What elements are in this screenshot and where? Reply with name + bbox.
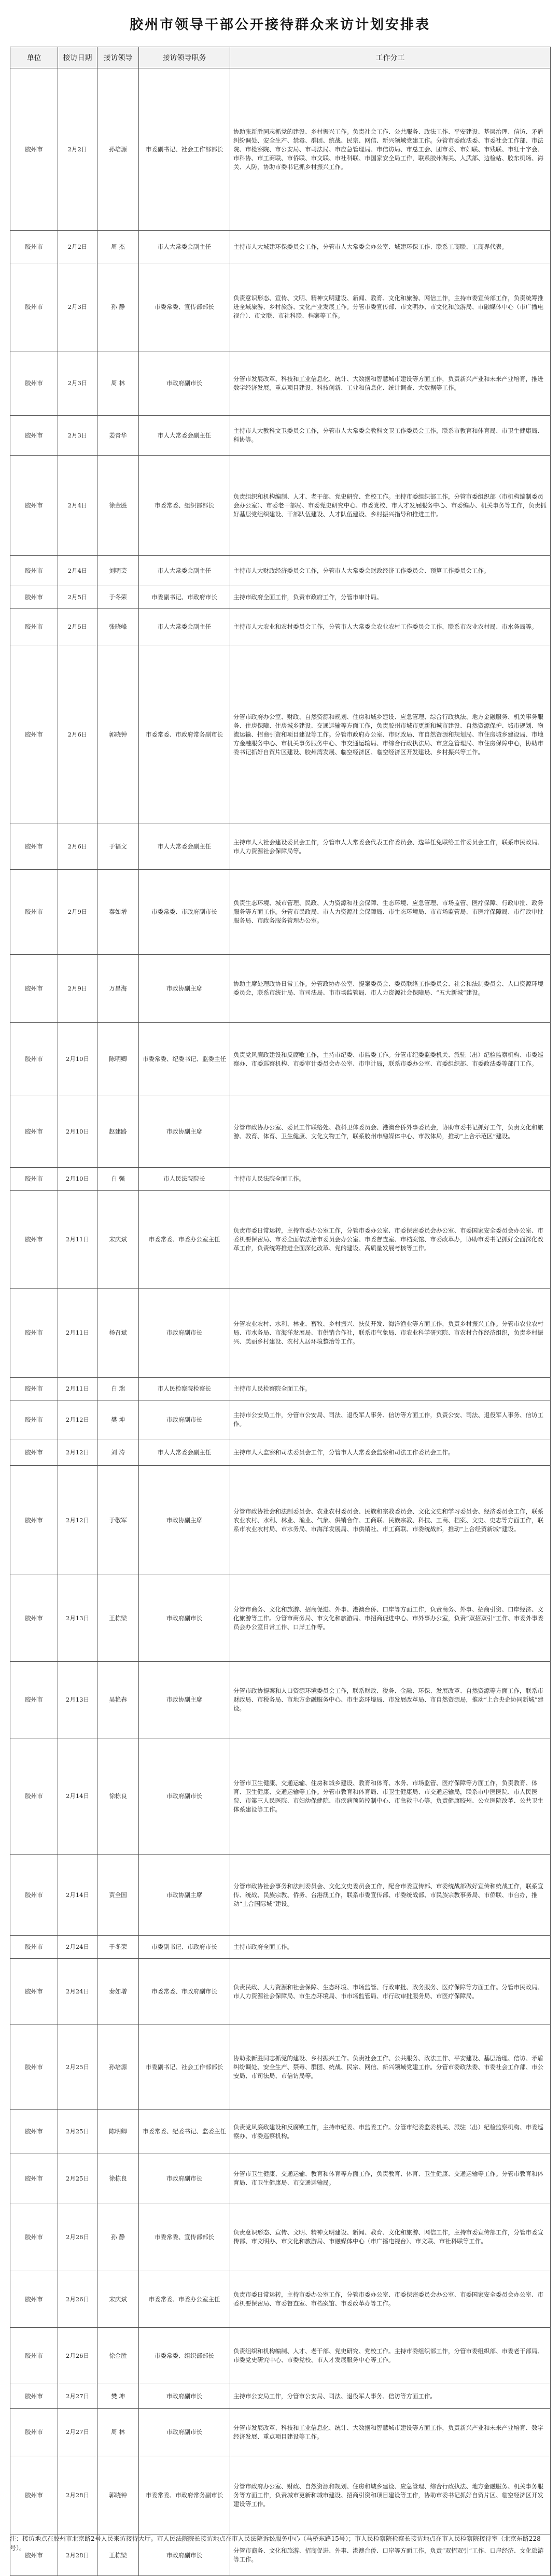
row-date: 2月14日 bbox=[58, 1855, 97, 1936]
row-date: 2月2日 bbox=[58, 231, 97, 263]
row-post: 市政府副市长 bbox=[139, 1400, 230, 1439]
table-row bbox=[10, 870, 551, 955]
row-unit: 胶州市 bbox=[10, 2154, 58, 2203]
row-leader: 秦如增 bbox=[97, 870, 139, 955]
row-date: 2月9日 bbox=[58, 955, 97, 1023]
table-row bbox=[10, 2271, 551, 2328]
row-leader: 于福文 bbox=[97, 824, 139, 870]
table-row bbox=[10, 1439, 551, 1466]
row-unit: 胶州市 bbox=[10, 586, 58, 609]
row-date: 2月13日 bbox=[58, 1662, 97, 1738]
row-date: 2月3日 bbox=[58, 416, 97, 456]
row-unit: 胶州市 bbox=[10, 1378, 58, 1400]
table-row bbox=[10, 609, 551, 645]
header-post: 接访领导职务 bbox=[139, 47, 230, 68]
row-unit: 胶州市 bbox=[10, 609, 58, 645]
row-post: 市委常委、组织部部长 bbox=[139, 456, 230, 556]
row-date: 2月13日 bbox=[58, 1575, 97, 1662]
row-date: 2月3日 bbox=[58, 351, 97, 416]
table-row bbox=[10, 2203, 551, 2271]
row-leader: 樊 坤 bbox=[97, 2384, 139, 2409]
row-unit: 胶州市 bbox=[10, 263, 58, 351]
row-duty: 主持市政府全面工作。 bbox=[230, 1936, 551, 1959]
row-post: 市委常委、纪委书记、监委主任 bbox=[139, 2110, 230, 2154]
row-date: 2月25日 bbox=[58, 2154, 97, 2203]
row-unit: 胶州市 bbox=[10, 1096, 58, 1168]
row-leader: 陈明卿 bbox=[97, 2110, 139, 2154]
row-post: 市政府副市长 bbox=[139, 2535, 230, 2576]
row-leader: 赵建路 bbox=[97, 1096, 139, 1168]
row-post: 市委常委、市委办公室主任 bbox=[139, 2271, 230, 2328]
row-duty: 分管市政协提案和人口资源环境委员会工作，联系财政、税务、金融、环保、发展改革、自然资源等方面工作，联系市财政局、市税务局、市地方金融服务中心、市生态环境局、市发展改革局、市自然资源局，推动“上合央企协同新城”建设。 bbox=[230, 1662, 551, 1738]
row-leader: 陈明卿 bbox=[97, 1023, 139, 1096]
row-date: 2月3日 bbox=[58, 263, 97, 351]
row-unit: 胶州市 bbox=[10, 1959, 58, 2025]
row-duty: 负责市委日常运转，主持市委办公室工作，分管市委办公室、市委保密委员会办公室、市委国家安全委员会办公室、市委机要保密局、市委全面依法治市委员会办公室、市委督查室、市档案馆、市委改革办，协助市委书记抓好全面深化改革工作，负责统筹推进全面深化改革、党的建设、高质量发展考核等工作。 bbox=[230, 1191, 551, 1289]
table-row bbox=[10, 645, 551, 824]
row-leader: 秦如增 bbox=[97, 1959, 139, 2025]
table-row bbox=[10, 1466, 551, 1575]
row-post: 市委常委、市委办公室主任 bbox=[139, 1191, 230, 1289]
row-date: 2月24日 bbox=[58, 1959, 97, 2025]
row-post: 市人大常委会副主任 bbox=[139, 231, 230, 263]
row-leader: 宋庆斌 bbox=[97, 1191, 139, 1289]
row-duty: 分管市政协办公室、委员工作联络处、教科卫体委员会、港澳台侨外事委员会，协助市委书记抓好工作，负责文化和旅游、教育、体育、卫生健康、文化文物工作，联系胶州市融媒体中心、市教体局，推动“上合示范区”建设。 bbox=[230, 1096, 551, 1168]
table-header-row bbox=[10, 47, 551, 68]
row-duty: 负责组织和机构编制、人才、老干部、党史研究、党校工作。主持市委组织部工作，分管市委组织部、市委老干部局、市委党史研究中心、市委党校、市人才发展服务中心等工作。 bbox=[230, 2328, 551, 2384]
row-duty: 分管市商务、文化和旅游、招商促进、外事、港澳台侨、口岸等方面工作，负责“双招双引”工作、口岸经济、文化旅游等工作。 bbox=[230, 2535, 551, 2576]
row-date: 2月28日 bbox=[58, 2456, 97, 2535]
row-post: 市政府副市长 bbox=[139, 1738, 230, 1855]
row-leader: 吴艳春 bbox=[97, 1662, 139, 1738]
row-post: 市人大常委会副主任 bbox=[139, 609, 230, 645]
row-duty: 主持市人民法院全面工作。 bbox=[230, 1168, 551, 1191]
row-leader: 周 林 bbox=[97, 351, 139, 416]
row-post: 市委副书记、市政府市长 bbox=[139, 586, 230, 609]
row-leader: 贾全国 bbox=[97, 1855, 139, 1936]
row-leader: 孙 静 bbox=[97, 2203, 139, 2271]
row-duty: 负责生态环境、城市管理、民政、人力资源和社会保障、生态环境、应急管理、市场监管、医疗保障、行政审批、政务服务等方面工作。分管市民政局、市人力资源社会保障局、市生态环境局、市市场监管局、市医疗保障局、市行政审批服务局、市政务服务管理办公室。 bbox=[230, 870, 551, 955]
row-duty: 分管市发展改革、科技和工业信息化、统计、大数据和智慧城市建设等方面工作，负责新兴产业和未来产业培育、数字经济发展、重点项目建设等工作。 bbox=[230, 2409, 551, 2456]
row-duty: 分管市卫生健康、交通运输、教育和体育等方面工作，负责教育、体育、卫生健康、交通运输等工作。分管市教育和体育局、市卫生健康局、市交通运输局。 bbox=[230, 2154, 551, 2203]
row-unit: 胶州市 bbox=[10, 955, 58, 1023]
row-unit: 胶州市 bbox=[10, 1575, 58, 1662]
table-row bbox=[10, 1400, 551, 1439]
row-date: 2月11日 bbox=[58, 1378, 97, 1400]
row-post: 市委常委、宣传部部长 bbox=[139, 2203, 230, 2271]
row-date: 2月27日 bbox=[58, 2384, 97, 2409]
row-date: 2月4日 bbox=[58, 556, 97, 586]
table-row bbox=[10, 351, 551, 416]
row-date: 2月5日 bbox=[58, 586, 97, 609]
row-duty: 主持市人大监察和司法委员会工作，分管市人大常委会监察和司法工作委员会工作。 bbox=[230, 1439, 551, 1466]
row-unit: 胶州市 bbox=[10, 1191, 58, 1289]
row-post: 市人民检察院检察长 bbox=[139, 1378, 230, 1400]
row-post: 市政府副市长 bbox=[139, 2154, 230, 2203]
row-date: 2月28日 bbox=[58, 2535, 97, 2576]
row-duty: 分管农业农村、水利、林业、畜牧、乡村振兴、扶贫开发、海洋渔业等方面工作，负责乡村振兴工作。分管市农业农村局、市水务局、市海洋发展局、市供销合作社，联系市气象局、市农业科学研究院、市农村合作经济组织，负责乡村振兴、美丽乡村建设、农村人居环境整治等工作。 bbox=[230, 1289, 551, 1378]
row-leader: 郭晓钟 bbox=[97, 645, 139, 824]
row-duty: 主持市公安局工作，分管市公安局、司法、退役军人事务、信访等方面工作，负责公安、司法、退役军人事务、信访工作。 bbox=[230, 1400, 551, 1439]
row-leader: 白 强 bbox=[97, 1168, 139, 1191]
row-post: 市政协副主席 bbox=[139, 1096, 230, 1168]
row-post: 市委常委、纪委书记、监委主任 bbox=[139, 1023, 230, 1096]
row-duty: 分管市商务、文化和旅游、招商促进、外事、港澳台侨、口岸等方面工作，负责商务、外事、招商引资、口岸经济、文化旅游等工作。分管市商务局、市文化和旅游局、市招商促进中心、市外事办公室，负责“双招双引”工作、市委外事委员会办公室日常工作、口岸工作等。 bbox=[230, 1575, 551, 1662]
row-leader: 白 瑞 bbox=[97, 1378, 139, 1400]
row-duty: 主持市人大社会建设委员会工作，分管市人大常委会代表工作委员会、选举任免联络工作委员会工作，联系市民政局、市人力资源社会保障局等。 bbox=[230, 824, 551, 870]
row-leader: 徐栋良 bbox=[97, 2154, 139, 2203]
table-row bbox=[10, 416, 551, 456]
row-leader: 刘明芸 bbox=[97, 556, 139, 586]
row-unit: 胶州市 bbox=[10, 2025, 58, 2110]
row-post: 市政协副主席 bbox=[139, 1855, 230, 1936]
row-date: 2月11日 bbox=[58, 1191, 97, 1289]
row-duty: 分管市政协社会和法制委员会、农业农村委员会、民族和宗教委员会、文化文史和学习委员会、经济委员会工作，联系农业农村、水利、林业、渔业、气象、供销合作、工商联、民族宗教、科技、工商、档案、文史、史志等方面工作，联系市农业农村局、市水务局、市海洋发展局、市供销社、市工商联、市委统战部，推动“上合经贸新城”建设。 bbox=[230, 1466, 551, 1575]
schedule-body bbox=[10, 68, 551, 2576]
row-duty: 主持市人大财政经济委员会工作，分管市人大常委会财政经济工作委员会、预算工作委员会工作。 bbox=[230, 556, 551, 586]
row-unit: 胶州市 bbox=[10, 645, 58, 824]
row-duty: 负责党风廉政建设和反腐败工作，主持市纪委、市监委工作。分管市纪委监委机关、派驻（出）纪检监察机构、市委巡察办、市委巡察机构。 bbox=[230, 2110, 551, 2154]
row-unit: 胶州市 bbox=[10, 1023, 58, 1096]
row-duty: 协助张新胜同志抓党的建设、乡村振兴工作。负责社会工作、公共服务、政法工作、平安建设、基层治理、信访、矛盾纠纷调处、安全生产、禁毒、群团、统战、民宗、网信、新兴领域党建工作。分管市委政法委、市委社会工作部、市公安局、市司法局、市信访局等。 bbox=[230, 2025, 551, 2110]
row-leader: 孙培源 bbox=[97, 2025, 139, 2110]
row-date: 2月10日 bbox=[58, 1168, 97, 1191]
header-date: 接访日期 bbox=[58, 47, 97, 68]
row-duty: 分管市政府办公室、财政、自然资源和规划、住房和城乡建设、应急管理、综合行政执法、地方金融服务、机关事务服务、住房保障、住房城乡建设、交通运输等方面工作，负责胶州市城市更新和城市建设、自然资源保护、城市规划、物流运输、招商引资和项目建设等工作。分管市政府办公室、市财政局、市自然资源和规划局、市住房城乡建设局、市地方金融服务中心、市机关事务服务中心、市交通运输局、市综合行政执法局、市应急管理局、市住房保障中心，协助市委书记抓好自贸片区建设、胶州湾发展、临空经济区、临空经济区开发建设、乡村振兴等工作。 bbox=[230, 645, 551, 824]
row-unit: 胶州市 bbox=[10, 2110, 58, 2154]
row-unit: 胶州市 bbox=[10, 1662, 58, 1738]
row-unit: 胶州市 bbox=[10, 1439, 58, 1466]
row-post: 市政府副市长 bbox=[139, 2409, 230, 2456]
table-row bbox=[10, 2409, 551, 2456]
row-unit: 胶州市 bbox=[10, 1738, 58, 1855]
row-unit: 胶州市 bbox=[10, 2535, 58, 2576]
row-unit: 胶州市 bbox=[10, 1289, 58, 1378]
table-row bbox=[10, 586, 551, 609]
table-row bbox=[10, 231, 551, 263]
table-row bbox=[10, 1191, 551, 1289]
row-leader: 刘 涛 bbox=[97, 1439, 139, 1466]
row-date: 2月6日 bbox=[58, 645, 97, 824]
row-duty: 主持市政府全面工作，负责市政府工作，分管市审计局。 bbox=[230, 586, 551, 609]
row-post: 市人大常委会副主任 bbox=[139, 1439, 230, 1466]
row-unit: 胶州市 bbox=[10, 2456, 58, 2535]
row-duty: 主持市人大农业和农村委员会工作，分管市人大常委会农业农村工作委员会工作，联系市农业农村局、市水务局等。 bbox=[230, 609, 551, 645]
row-date: 2月11日 bbox=[58, 1289, 97, 1378]
page-title: 胶州市领导干部公开接待群众来访计划安排表 bbox=[129, 17, 430, 33]
header-leader: 接访领导 bbox=[97, 47, 139, 68]
table-row bbox=[10, 1023, 551, 1096]
header-unit: 单位 bbox=[10, 47, 58, 68]
row-duty: 协助张新胜同志抓党的建设、乡村振兴工作。负责社会工作、公共服务、政法工作、平安建设、基层治理、信访、矛盾纠纷调处、安全生产、禁毒、群团、统战、民宗、网信、新兴领域党建工作。分管市委政法委、市委社会工作部、市法院、市检察院、市公安局、市司法局、市应急管理局、市信访局、市总工会、团市委、市妇联、市残联、市红十字会、市科协、市工商联、市侨联、市文联、市社科联、市国家安全局工作，联系胶州海关、人武部、边检站、胶东机场、海关、人防，协助市委书记抓乡村振兴工作。 bbox=[230, 68, 551, 231]
row-date: 2月26日 bbox=[58, 2328, 97, 2384]
row-leader: 于冬荣 bbox=[97, 586, 139, 609]
row-date: 2月12日 bbox=[58, 1439, 97, 1466]
table-row bbox=[10, 556, 551, 586]
row-duty: 负责意识形态、宣传、文明、精神文明建设、新闻、教育、文化和旅游、网信工作，主持市委宣传部工作，负责统筹推进全域旅游、乡村旅游、文化产业发展工作。分管市委宣传部、市文明办、市文化和旅游局、市融媒体中心（市广播电视台）、市文联、市社科联、档案等工作。 bbox=[230, 263, 551, 351]
row-duty: 负责意识形态、宣传、文明、精神文明建设、新闻、教育、文化和旅游、网信工作，主持市委宣传部工作，分管市委宣传部、市文明办、市文化和旅游局、市融媒体中心（市广播电视台）、市文联、市社科联等工作。 bbox=[230, 2203, 551, 2271]
table-row bbox=[10, 824, 551, 870]
row-leader: 于冬荣 bbox=[97, 1936, 139, 1959]
row-duty: 负责市委日常运转，主持市委办公室工作，分管市委办公室、市委保密委员会办公室、市委国家安全委员会办公室、市委机要保密局、市委督查室、市档案馆、市委改革办等工作。 bbox=[230, 2271, 551, 2328]
table-row bbox=[10, 2384, 551, 2409]
row-unit: 胶州市 bbox=[10, 68, 58, 231]
row-leader: 张晓峰 bbox=[97, 609, 139, 645]
row-leader: 杨召斌 bbox=[97, 1289, 139, 1378]
table-row bbox=[10, 2110, 551, 2154]
row-leader: 万昌海 bbox=[97, 955, 139, 1023]
row-post: 市人民法院院长 bbox=[139, 1168, 230, 1191]
row-duty: 主持市人民检察院全面工作。 bbox=[230, 1378, 551, 1400]
row-leader: 郭晓钟 bbox=[97, 2456, 139, 2535]
row-unit: 胶州市 bbox=[10, 1466, 58, 1575]
row-post: 市委常委、市政府副市长 bbox=[139, 870, 230, 955]
row-unit: 胶州市 bbox=[10, 2203, 58, 2271]
row-post: 市委副书记、社会工作部部长 bbox=[139, 68, 230, 231]
table-row bbox=[10, 456, 551, 556]
table-row bbox=[10, 2025, 551, 2110]
row-date: 2月4日 bbox=[58, 456, 97, 556]
row-duty: 主持市公安局工作，分管市公安局、司法、退役军人事务、信访等方面工作。 bbox=[230, 2384, 551, 2409]
table-row bbox=[10, 2154, 551, 2203]
table-row bbox=[10, 2328, 551, 2384]
row-post: 市政府副市长 bbox=[139, 1575, 230, 1662]
row-unit: 胶州市 bbox=[10, 1855, 58, 1936]
row-post: 市委副书记、社会工作部部长 bbox=[139, 2025, 230, 2110]
table-row bbox=[10, 1096, 551, 1168]
row-unit: 胶州市 bbox=[10, 416, 58, 456]
row-unit: 胶州市 bbox=[10, 456, 58, 556]
table-row bbox=[10, 1738, 551, 1855]
row-duty: 负责组织和机构编制、人才、老干部、党史研究、党校工作。主持市委组织部工作，分管市委组织部（市机构编制委员会办公室）、市委老干部局、市委党史研究中心、市委党校、市人才发展服务中心、市委编办、机关事务等工作，负责抓好基层党组织建设、干部队伍建设、人才队伍建设、乡村振兴指导和推进工作。 bbox=[230, 456, 551, 556]
row-date: 2月25日 bbox=[58, 2110, 97, 2154]
row-date: 2月12日 bbox=[58, 1466, 97, 1575]
row-post: 市政府副市长 bbox=[139, 1289, 230, 1378]
row-post: 市政府副市长 bbox=[139, 351, 230, 416]
row-date: 2月25日 bbox=[58, 2025, 97, 2110]
row-post: 市政协副主席 bbox=[139, 1466, 230, 1575]
row-duty: 分管市卫生健康、交通运输、住房和城乡建设、教育和体育、水务、市场监管、医疗保障等方面工作，负责教育、体育、卫生健康、交通运输等工作。分管市教育和体育局、市卫生健康局、市交通运输局，联系市中医医院、市人民医院、市第三人民医院、市妇幼保健院、市疾病预防控制中心、市急救中心等，负责健康胶州、公立医院改革、公共卫生体系建设等工作。 bbox=[230, 1738, 551, 1855]
row-leader: 周 杰 bbox=[97, 231, 139, 263]
row-unit: 胶州市 bbox=[10, 2409, 58, 2456]
row-post: 市人大常委会副主任 bbox=[139, 416, 230, 456]
row-leader: 于敬军 bbox=[97, 1466, 139, 1575]
row-date: 2月10日 bbox=[58, 1096, 97, 1168]
row-post: 市委常委、宣传部部长 bbox=[139, 263, 230, 351]
row-duty: 负责民政、人力资源和社会保障、生态环境、市场监管、行政审批、政务服务、医疗保障等方面工作。分管市民政局、市人力资源社会保障局、市生态环境局、市市场监管局、市行政审批服务局、市医疗保障局。 bbox=[230, 1959, 551, 2025]
schedule-table bbox=[10, 47, 551, 2576]
table-row bbox=[10, 68, 551, 231]
row-unit: 胶州市 bbox=[10, 351, 58, 416]
row-duty: 分管市发展改革、科技和工业信息化、统计、大数据和智慧城市建设等方面工作，负责新兴产业和未来产业培育，推进数字经济发展，重点项目建设、科技创新、工业和信息化、统计调查、大数据等工作。 bbox=[230, 351, 551, 416]
row-date: 2月9日 bbox=[58, 870, 97, 955]
row-leader: 周 林 bbox=[97, 2409, 139, 2456]
row-date: 2月2日 bbox=[58, 68, 97, 231]
row-duty: 主持市人大城建环保委员会工作，分管市人大常委会办公室、城建环保工作、联系工商联、工商界代表。 bbox=[230, 231, 551, 263]
row-unit: 胶州市 bbox=[10, 1168, 58, 1191]
row-leader: 孙 静 bbox=[97, 263, 139, 351]
row-duty: 协助主席处理政协日常工作。分管政协办公室、提案委员会、委员联络工作委员会、社会和法制委员会、人口资源环境委员会，联系市统计局、市司法局、市市场监管局、市人力资源社会保障局、“五大新城”建设。 bbox=[230, 955, 551, 1023]
row-leader: 姜青华 bbox=[97, 416, 139, 456]
table-row bbox=[10, 1575, 551, 1662]
row-date: 2月10日 bbox=[58, 1023, 97, 1096]
table-row bbox=[10, 1959, 551, 2025]
table-row bbox=[10, 1855, 551, 1936]
table-row bbox=[10, 1936, 551, 1959]
row-unit: 胶州市 bbox=[10, 870, 58, 955]
row-post: 市人大常委会副主任 bbox=[139, 556, 230, 586]
row-unit: 胶州市 bbox=[10, 231, 58, 263]
table-row bbox=[10, 1662, 551, 1738]
row-leader: 徐金胜 bbox=[97, 456, 139, 556]
row-post: 市政协副主席 bbox=[139, 955, 230, 1023]
row-leader: 徐栋良 bbox=[97, 1738, 139, 1855]
row-date: 2月26日 bbox=[58, 2203, 97, 2271]
table-row bbox=[10, 955, 551, 1023]
row-unit: 胶州市 bbox=[10, 556, 58, 586]
row-post: 市委常委、市政府副市长 bbox=[139, 1959, 230, 2025]
header-duty: 工作分工 bbox=[230, 47, 551, 68]
table-row bbox=[10, 2456, 551, 2535]
row-unit: 胶州市 bbox=[10, 2271, 58, 2328]
row-leader: 宋庆斌 bbox=[97, 2271, 139, 2328]
row-leader: 孙培源 bbox=[97, 68, 139, 231]
table-row bbox=[10, 1289, 551, 1378]
row-leader: 樊 坤 bbox=[97, 1400, 139, 1439]
row-post: 市委副书记、市政府市长 bbox=[139, 1936, 230, 1959]
row-leader: 王栋梁 bbox=[97, 2535, 139, 2576]
row-post: 市委常委、市政府常务副市长 bbox=[139, 645, 230, 824]
table-row bbox=[10, 263, 551, 351]
row-unit: 胶州市 bbox=[10, 1936, 58, 1959]
row-date: 2月14日 bbox=[58, 1738, 97, 1855]
row-leader: 王栋梁 bbox=[97, 1575, 139, 1662]
row-post: 市委常委、市政府常务副市长 bbox=[139, 2456, 230, 2535]
row-date: 2月27日 bbox=[58, 2409, 97, 2456]
row-post: 市人大常委会副主任 bbox=[139, 824, 230, 870]
row-date: 2月12日 bbox=[58, 1400, 97, 1439]
row-date: 2月26日 bbox=[58, 2271, 97, 2328]
row-duty: 主持市人大教科文卫委员会工作，分管市人大常委会教科文卫工作委员会工作，联系市教育和体育局、市卫生健康局、科协等。 bbox=[230, 416, 551, 456]
row-duty: 负责党风廉政建设和反腐败工作，主持市纪委、市监委工作。分管市纪委监委机关、派驻（出）纪检监察机构、市委巡察办、市委巡察机构、市委审计委员会办公室、市审计局，联系市委办公室、市委组织部、市委政法委等部门工作。 bbox=[230, 1023, 551, 1096]
row-unit: 胶州市 bbox=[10, 824, 58, 870]
row-unit: 胶州市 bbox=[10, 1400, 58, 1439]
table-row bbox=[10, 1168, 551, 1191]
footnote: 注：接访地点在胶州市北京路2号人民来访接待大厅。市人民法院院长接访地点在市人民法院诉讼服务中心（马桥东路15号）；市人民检察院检察长接访地点在市人民检察院接待室（北京东路228号）。 bbox=[10, 2535, 541, 2552]
row-duty: 分管市政协社会事务和法制委员会、文化文史委员会工作，配合市委宣传部、市委统战部做好宣传和统战工作，联系宣传、统战、民族宗教、侨务、台港澳工作，联系市委宣传部、市委统战部、市民族宗教事务局、市侨联、市台办，推动“上合国际城”建设。 bbox=[230, 1855, 551, 1936]
table-row bbox=[10, 1378, 551, 1400]
row-post: 市政协副主席 bbox=[139, 1662, 230, 1738]
row-post: 市政府副市长 bbox=[139, 2384, 230, 2409]
row-unit: 胶州市 bbox=[10, 2384, 58, 2409]
row-post: 市委常委、组织部部长 bbox=[139, 2328, 230, 2384]
row-unit: 胶州市 bbox=[10, 2328, 58, 2384]
row-leader: 徐金胜 bbox=[97, 2328, 139, 2384]
row-date: 2月24日 bbox=[58, 1936, 97, 1959]
row-duty: 分管市政府办公室、财政、自然资源和规划、住房和城乡建设、应急管理、综合行政执法、地方金融服务、机关事务服务等方面工作，负责城市更新和城市建设、招商引资和项目建设等工作，协助市委书记抓好自贸片区、临空经济区开发建设等工作。 bbox=[230, 2456, 551, 2535]
row-date: 2月6日 bbox=[58, 824, 97, 870]
row-date: 2月5日 bbox=[58, 609, 97, 645]
